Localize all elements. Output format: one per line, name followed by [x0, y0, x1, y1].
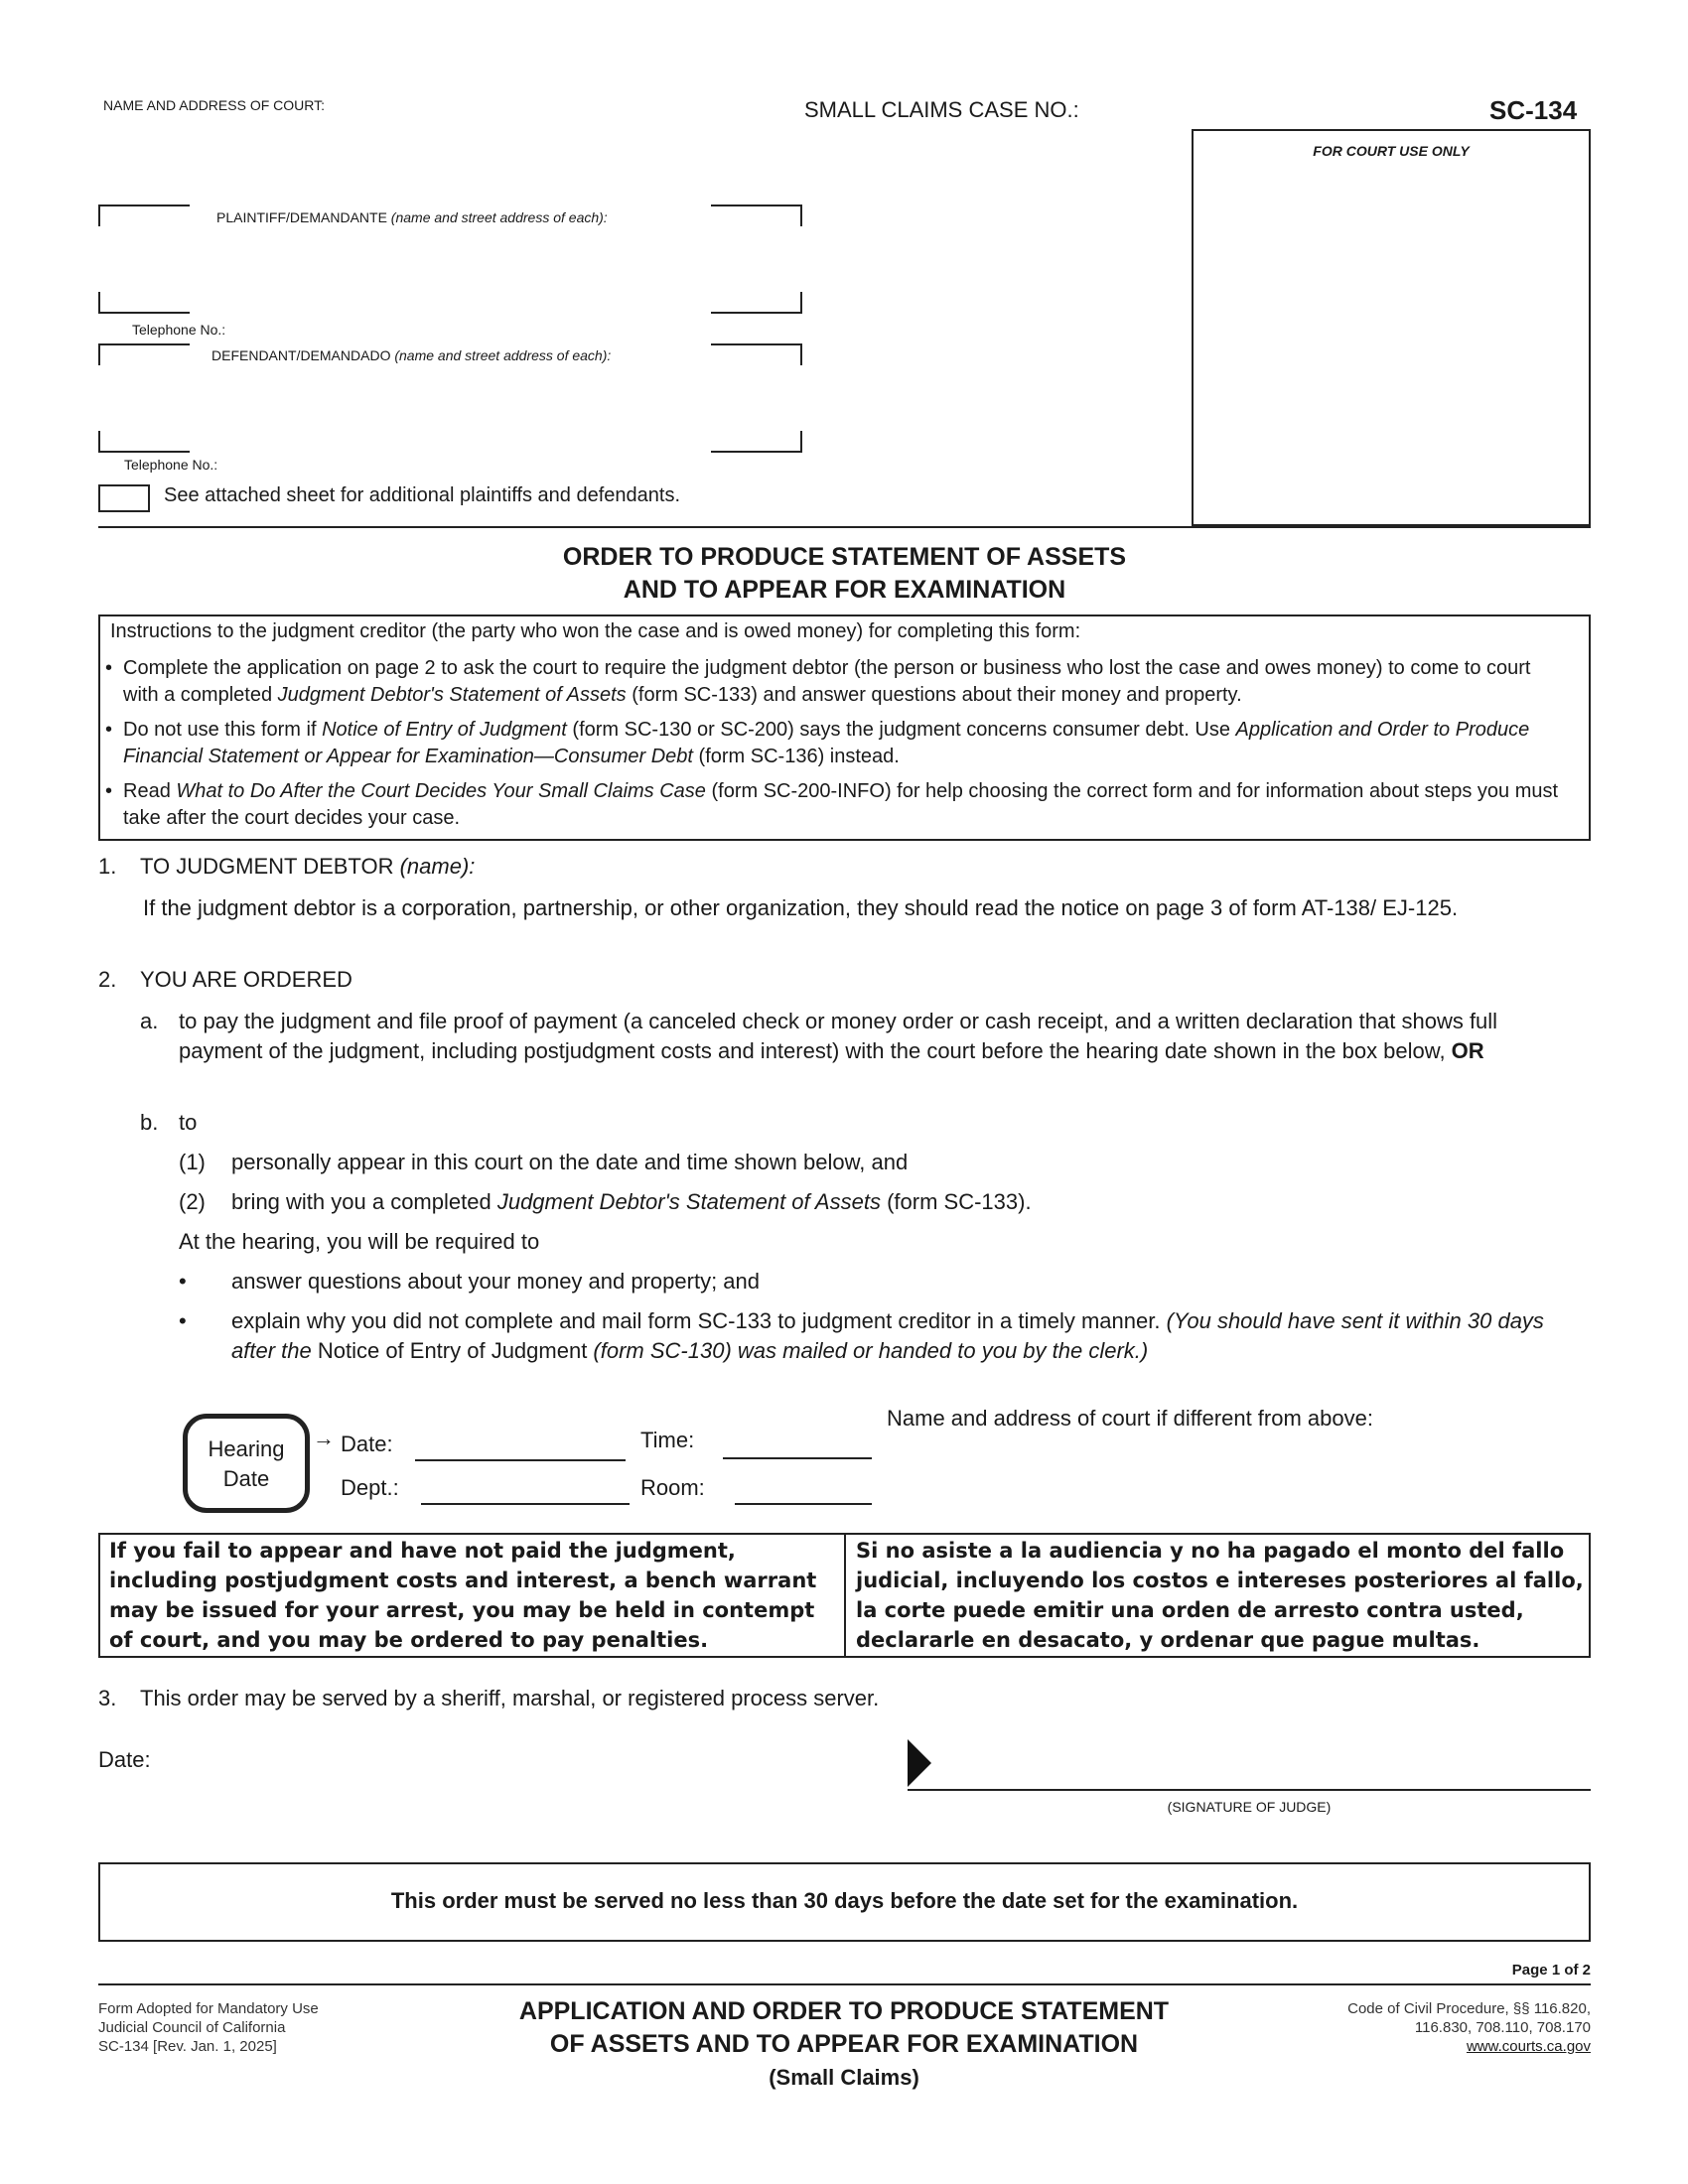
item2a-text: to pay the judgment and file proof of payment (a canceled check or money order or cash receipt, and a written declaration that shows full payment of the judgment, including postjudgment costs and interest) with the court before the hearing date shown in the box below, OR [179, 1009, 1498, 1063]
instruction-bullet-1: • Complete the application on page 2 to ask the court to require the judgment debtor (the person or business who lost the case and owes money) to come to court with a completed Judgment Debtor's Statement of Assets (form SC-133) and answer questions about their money and property. [105, 657, 1531, 706]
hearing-date-badge: Hearing Date [183, 1414, 310, 1513]
hearing-intro: At the hearing, you will be required to [179, 1229, 540, 1254]
defendant-bracket-br [711, 431, 802, 453]
hearing-time-label: Time: [640, 1428, 695, 1452]
judge-signature-field[interactable] [937, 1739, 1589, 1787]
plaintiff-phone-label: Telephone No.: [132, 322, 226, 338]
item2-number: 2. [98, 967, 117, 992]
service-notice-text: This order must be served no less than 30 days before the date set for the examination. [390, 1888, 1299, 1913]
instructions-intro: Instructions to the judgment creditor (the party who won the case and is owed money) for completing this form: [110, 620, 1081, 642]
item2a-letter: a. [140, 1009, 159, 1033]
case-number-label: SMALL CLAIMS CASE NO.: [804, 97, 1079, 122]
defendant-bracket-tl [98, 343, 190, 365]
item2b-text: to [179, 1110, 198, 1135]
hearing-dept-line [421, 1503, 630, 1505]
hearing-bullet-1: answer questions about your money and property; and [231, 1269, 760, 1294]
service-notice-box [98, 1862, 1591, 1942]
defendant-bracket-tr [711, 343, 802, 365]
defendant-label: DEFENDANT/DEMANDADO (name and street address of each): [211, 347, 612, 363]
item1-note: If the judgment debtor is a corporation, partnership, or other organization, they should read the notice on page 3 of form AT-138/ EJ-125. [143, 895, 1459, 920]
footer-left: Form Adopted for Mandatory Use Judicial Council of California SC-134 [Rev. Jan. 1, 2025] [98, 2000, 319, 2055]
plaintiff-label: PLAINTIFF/DEMANDANTE (name and street address of each): [216, 209, 608, 225]
court-use-box[interactable] [1192, 129, 1591, 526]
item2b-letter: b. [140, 1110, 159, 1135]
warning-english: If you fail to appear and have not paid the judgment, including postjudgment costs and interest, a bench warrant may be issued for your arrest, you may be held in contempt of court, and you may be ordered to pay penalties. [109, 1539, 817, 1652]
warning-spanish: Si no asiste a la audiencia y no ha pagado el monto del fallo judicial, incluyendo los costos e intereses posteriores al fallo, la corte puede emitir una orden de arresto contra usted, declararle en desacato, y ordenar que pague multas. [856, 1539, 1584, 1652]
footer-divider [98, 1983, 1591, 1985]
signature-arrow-icon [908, 1739, 931, 1787]
hearing-dept-label: Dept.: [341, 1475, 399, 1500]
item1-number: 1. [98, 854, 117, 879]
plaintiff-bracket-br [711, 292, 802, 314]
bullet-dot-2: • [179, 1308, 187, 1333]
warning-divider [844, 1533, 846, 1658]
bullet-dot-1: • [179, 1269, 187, 1294]
item1-label: TO JUDGMENT DEBTOR (name): [140, 854, 476, 879]
item3-number: 3. [98, 1686, 117, 1710]
attached-sheet-checkbox[interactable] [98, 484, 150, 512]
hearing-dept-field[interactable] [421, 1473, 630, 1503]
hearing-time-field[interactable] [723, 1428, 872, 1457]
alternate-court-field[interactable] [887, 1439, 1582, 1529]
judge-signature-label: (SIGNATURE OF JUDGE) [1167, 1799, 1332, 1815]
court-use-label: FOR COURT USE ONLY [1313, 143, 1470, 159]
courts-website-link[interactable]: www.courts.ca.gov [1466, 2038, 1591, 2055]
hearing-room-line [735, 1503, 872, 1505]
hearing-room-field[interactable] [735, 1473, 872, 1503]
item2b2-text: bring with you a completed Judgment Debtor's Statement of Assets (form SC-133). [231, 1189, 1032, 1214]
instruction-bullet-2: • Do not use this form if Notice of Entry of Judgment (form SC-130 or SC-200) says the judgment concerns consumer debt. Use Application and Order to Produce Financial Statement or Appear for Examination—Consumer Debt (form SC-136) instead. [105, 719, 1530, 767]
plaintiff-field[interactable] [103, 226, 788, 308]
court-name-label: NAME AND ADDRESS OF COURT: [103, 97, 326, 113]
alternate-court-label: Name and address of court if different from above: [887, 1406, 1373, 1431]
item2b1-text: personally appear in this court on the date and time shown below, and [231, 1150, 909, 1174]
item3-text: This order may be served by a sheriff, marshal, or registered process server. [140, 1686, 880, 1710]
arrow-right-icon: → [313, 1426, 335, 1450]
signature-date-label: Date: [98, 1747, 151, 1772]
defendant-bracket-bl [98, 431, 190, 453]
footer-right: Code of Civil Procedure, §§ 116.820, 116.830, 708.110, 708.170 www.courts.ca.gov [1347, 2000, 1591, 2055]
hearing-bullet-2: explain why you did not complete and mail form SC-133 to judgment creditor in a timely manner. (You should have sent it within 30 days after the Notice of Entry of Judgment (form SC-130) was mailed or handed to you by the clerk.) [231, 1308, 1544, 1363]
hearing-room-label: Room: [640, 1475, 705, 1500]
hearing-date-label: Date: [341, 1432, 393, 1456]
plaintiff-bracket-tr [711, 205, 802, 226]
page-title: ORDER TO PRODUCE STATEMENT OF ASSETS AND TO APPEAR FOR EXAMINATION [562, 543, 1127, 604]
attached-sheet-label: See attached sheet for additional plaintiffs and defendants. [164, 484, 681, 506]
defendant-field[interactable] [103, 365, 788, 447]
signature-line [908, 1789, 1591, 1791]
item2b1-number: (1) [179, 1150, 206, 1174]
signature-date-field[interactable] [169, 1745, 725, 1777]
defendant-phone-label: Telephone No.: [124, 457, 218, 473]
form-id: SC-134 [1489, 95, 1578, 125]
hearing-date-line [415, 1459, 626, 1461]
hearing-time-line [723, 1457, 872, 1459]
item2b2-number: (2) [179, 1189, 206, 1214]
plaintiff-bracket-bl [98, 292, 190, 314]
page-number: Page 1 of 2 [1511, 1962, 1591, 1979]
header-divider [98, 526, 1591, 528]
instruction-bullet-3: • Read What to Do After the Court Decides Your Small Claims Case (form SC-200-INFO) for help choosing the correct form and for information about steps you must take after the court decides your case. [105, 780, 1559, 829]
plaintiff-bracket-tl [98, 205, 190, 226]
judgment-debtor-name-field[interactable] [536, 856, 1589, 884]
hearing-date-field[interactable] [415, 1430, 626, 1459]
footer-title: APPLICATION AND ORDER TO PRODUCE STATEMENT OF ASSETS AND TO APPEAR FOR EXAMINATION (Small Claims) [518, 1997, 1170, 2090]
item2-label: YOU ARE ORDERED [140, 967, 352, 992]
